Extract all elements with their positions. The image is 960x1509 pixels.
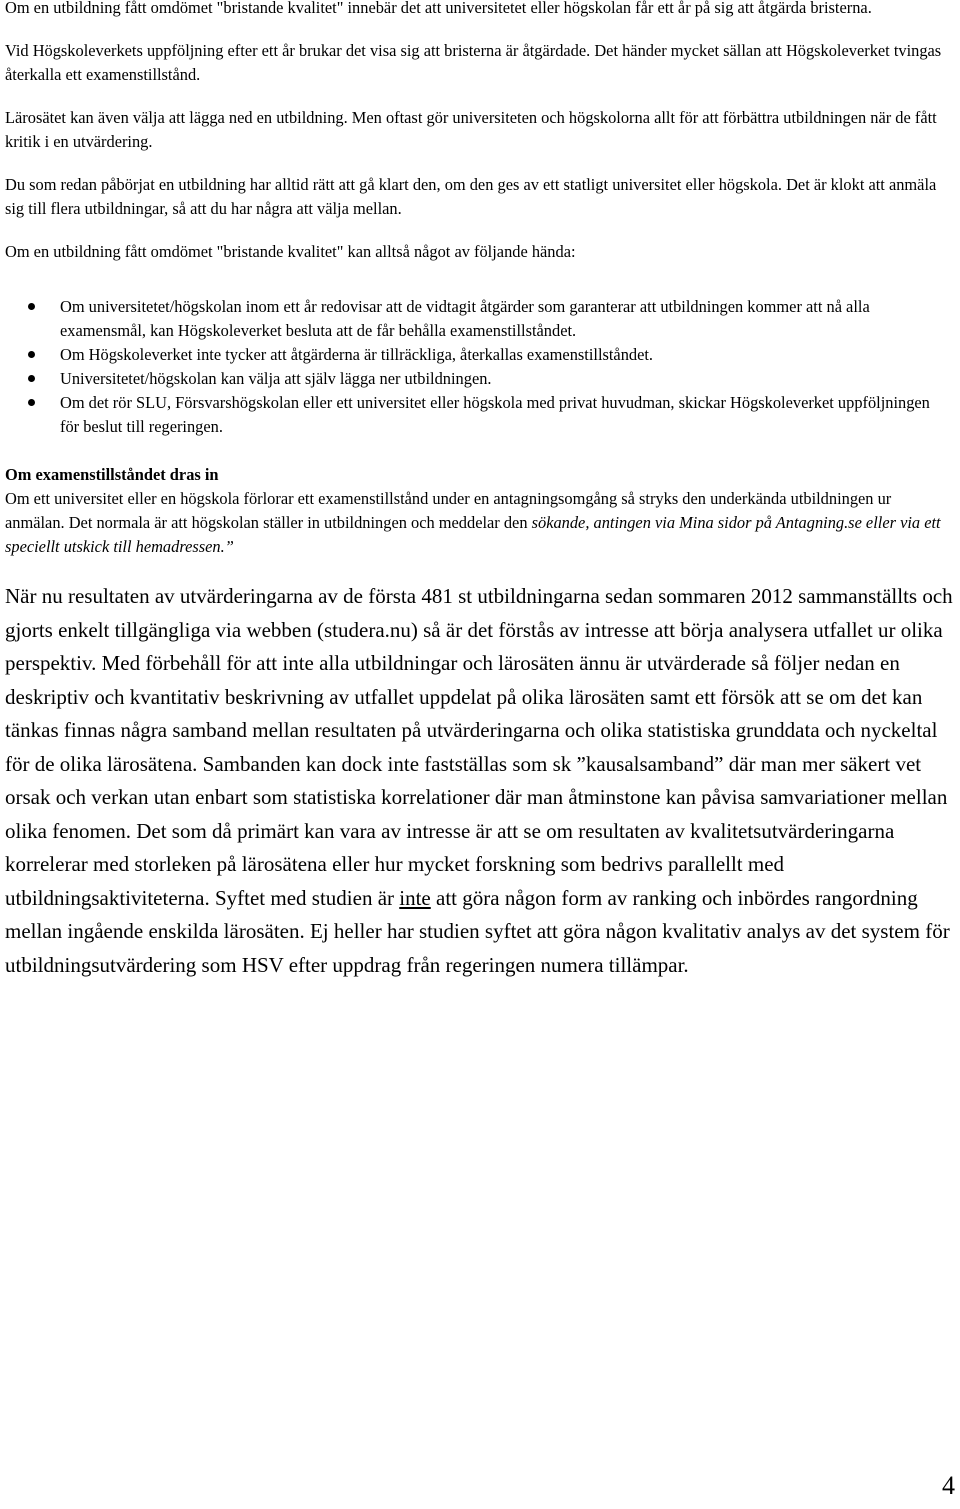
main-text-before: När nu resultaten av utvärderingarna av de första 481 st utbildningarna sedan sommaren 2012 sammanställts och gjorts enkelt tillgängliga via webben (studera.nu) så är det förstås av intresse att börja analysera utfallet ur olika perspektiv. Med förbehåll för att inte alla utbildningar och lärosäten ännu är utvärderade så följer nedan en deskriptiv och kvantitativ beskrivning av utfallet uppdelat på olika lärosäten samt ett försök att se om det kan tänkas finnas några samband mellan resultaten på utvärderingarna och olika statistiska grunddata och nyckeltal för de olika lärosätena. Sambanden kan dock inte fastställas som sk ”kausalsamband” där man mer säkert vet orsak och verkan utan enbart som statistiska korrelationer där man åtminstone kan påvisa samvariationer mellan olika fenomen. Det som då primärt kan vara av intresse är att se om resultaten av kvalitetsutvärderingarna korrelerar med storleken på lärosätena eller hur mycket forskning som bedrivs parallellt med utbildningsaktiviteterna. Syftet med studien är (5, 584, 953, 910)
underlined-word: inte (399, 885, 431, 910)
document-page (5, 0, 953, 982)
section-heading: Om examenstillståndet dras in (5, 465, 219, 484)
paragraph-uppfoljning: Vid Högskoleverkets uppföljning efter ett år brukar det visa sig att bristerna är åtgärdade. Det händer mycket sällan att Högskoleverket tvingas återkalla ett examenstillstånd. (5, 41, 942, 84)
paragraph-paborjat-utbildning: Du som redan påbörjat en utbildning har alltid rätt att gå klart den, om den ges av ett statligt universitet eller högskola. Det är klokt att anmäla sig till flera utbildningar, så att du har några att välja mellan. (5, 175, 937, 218)
paragraph-foljande-handa: Om en utbildning fått omdömet "bristande kvalitet" kan alltså något av följande hända: (5, 242, 576, 261)
main-text-after: att göra någon form av ranking och inbördes rangordning mellan ingående enskilda lärosäten. Ej heller har studien syftet att göra någon kvalitativ analys av det system för utbildningsutvärdering som HSV efter uppdrag från regeringen numera tillämpar. (5, 885, 950, 977)
main-analysis-paragraph (5, 580, 953, 982)
paragraph-bristande-kvalitet: Om en utbildning fått omdömet "bristande kvalitet" innebär det att universitetet eller högskolan får ett år på sig att åtgärda bristerna. (5, 0, 872, 17)
list-item: Om universitetet/högskolan inom ett år redovisar att de vidtagit åtgärder som garanterar att utbildningen kommer att nå alla examensmål, kan Högskoleverket besluta att de får behålla examenstillståndet. (5, 295, 953, 343)
paragraph-lagga-ned: Lärosätet kan även välja att lägga ned en utbildning. Men oftast gör universiteten och högskolorna allt för att förbättra utbildningen när de fått kritik i en utvärdering. (5, 108, 937, 151)
list-item: Universitetet/högskolan kan välja att själv lägga ner utbildningen. (5, 367, 953, 391)
list-item: Om det rör SLU, Försvarshögskolan eller ett universitet eller högskola med privat huvudman, skickar Högskoleverket uppföljningen för beslut till regeringen. (5, 391, 953, 439)
consequence-list (5, 295, 953, 439)
list-item: Om Högskoleverket inte tycker att åtgärderna är tillräckliga, återkallas examenstillståndet. (5, 343, 953, 367)
page-number: 4 (942, 1471, 955, 1500)
section-body (5, 487, 953, 559)
section-body-text: Om ett universitet eller en högskola förlorar ett examenstillstånd under en antagningsomgång så stryks den underkända utbildningen ur anmälan. Det normala är att högskolan ställer in utbildningen och meddelar den (5, 489, 892, 532)
section-body-italic: sökande, antingen via Mina sidor på Antagning.se eller via ett speciellt utskick till hemadressen.” (5, 513, 941, 556)
